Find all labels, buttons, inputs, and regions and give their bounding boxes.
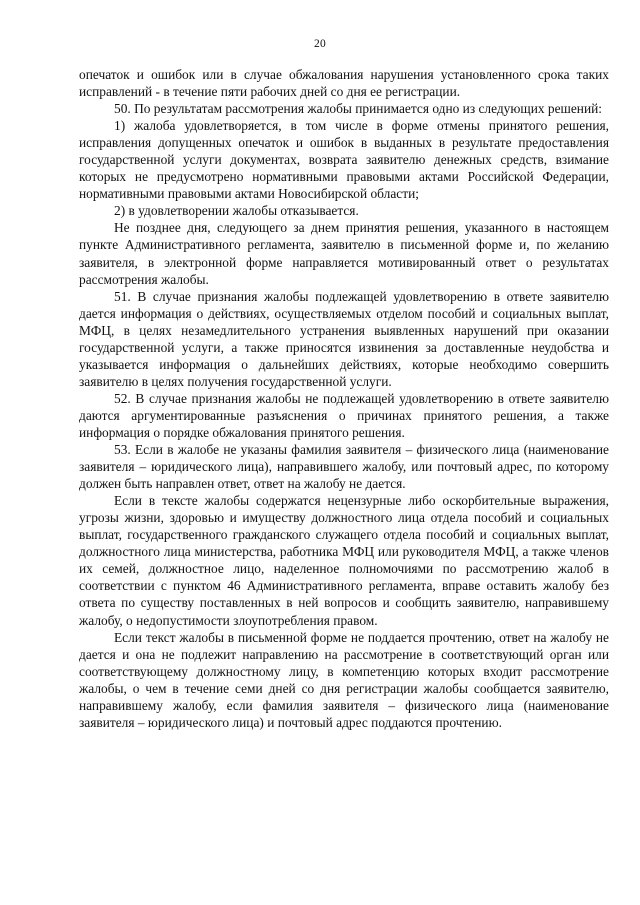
paragraph: Не позднее дня, следующего за днем принятия решения, указанного в настоящем пункте Административного регламента, заявителю в письменной форме и, по желанию заявителя, в электронной форме направляется мотивированный ответ о результатах рассмотрения жалобы. — [79, 220, 609, 287]
document-body — [79, 66, 609, 731]
paragraph: 1) жалоба удовлетворяется, в том числе в форме отмены принятого решения, исправления допущенных опечаток и ошибок в выданных в результате предоставления государственной услуги документах, возврата заявителю денежных средств, взимание которых не предусмотрено нормативными правовыми актами Российской Федерации, нормативными правовыми актами Новосибирской области; — [79, 118, 609, 202]
paragraph: 2) в удовлетворении жалобы отказывается. — [114, 203, 359, 219]
page-number: 20 — [313, 38, 327, 50]
paragraph: Если текст жалобы в письменной форме не поддается прочтению, ответ на жалобу не дается и она не подлежит направлению на рассмотрение в соответствующий орган или соответствующему должностному лицу, в компетенцию которых входит рассмотрение жалобы, о чем в течение семи дней со дня регистрации жалобы сообщается заявителю, направившему жалобу, если фамилия заявителя – физического лица (наименование заявителя – юридического лица) и почтовый адрес поддаются прочтению. — [79, 629, 609, 730]
paragraph: 53. Если в жалобе не указаны фамилия заявителя – физического лица (наименование заявителя – юридического лица), направившего жалобу, или почтовый адрес, по которому должен быть направлен ответ, ответ на жалобу не дается. — [79, 442, 609, 492]
paragraph: 50. По результатам рассмотрения жалобы принимается одно из следующих решений: — [114, 101, 603, 117]
paragraph: опечаток и ошибок или в случае обжалования нарушения установленного срока таких исправлений - в течение пяти рабочих дней со дня ее регистрации. — [79, 67, 609, 100]
paragraph: 51. В случае признания жалобы подлежащей удовлетворению в ответе заявителю дается информация о действиях, осуществляемых отделом пособий и социальных выплат, МФЦ, в целях незамедлительного устранения выявленных нарушений при оказании государственной услуги, а также приносятся извинения за доставленные неудобства и указывается информация о дальнейших действиях, которые необходимо совершить заявителю в целях получения государственной услуги. — [79, 288, 609, 389]
paragraph: 52. В случае признания жалобы не подлежащей удовлетворению в ответе заявителю даются аргументированные разъяснения о причинах принятого решения, а также информация о порядке обжалования принятого решения. — [79, 390, 609, 440]
paragraph: Если в тексте жалобы содержатся нецензурные либо оскорбительные выражения, угрозы жизни, здоровью и имуществу должностного лица отдела пособий и социальных выплат, государственного гражданского служащего отдела пособий и социальных выплат, должностного лица министерства, работника МФЦ или руководителя МФЦ, а также членов их семей, должностное лицо, наделенное полномочиями по рассмотрению жалоб в соответствии с пунктом 46 Административного регламента, вправе оставить жалобу без ответа по существу поставленных в ней вопросов и сообщить заявителю, направившему жалобу, о недопустимости злоупотребления правом. — [79, 493, 609, 628]
